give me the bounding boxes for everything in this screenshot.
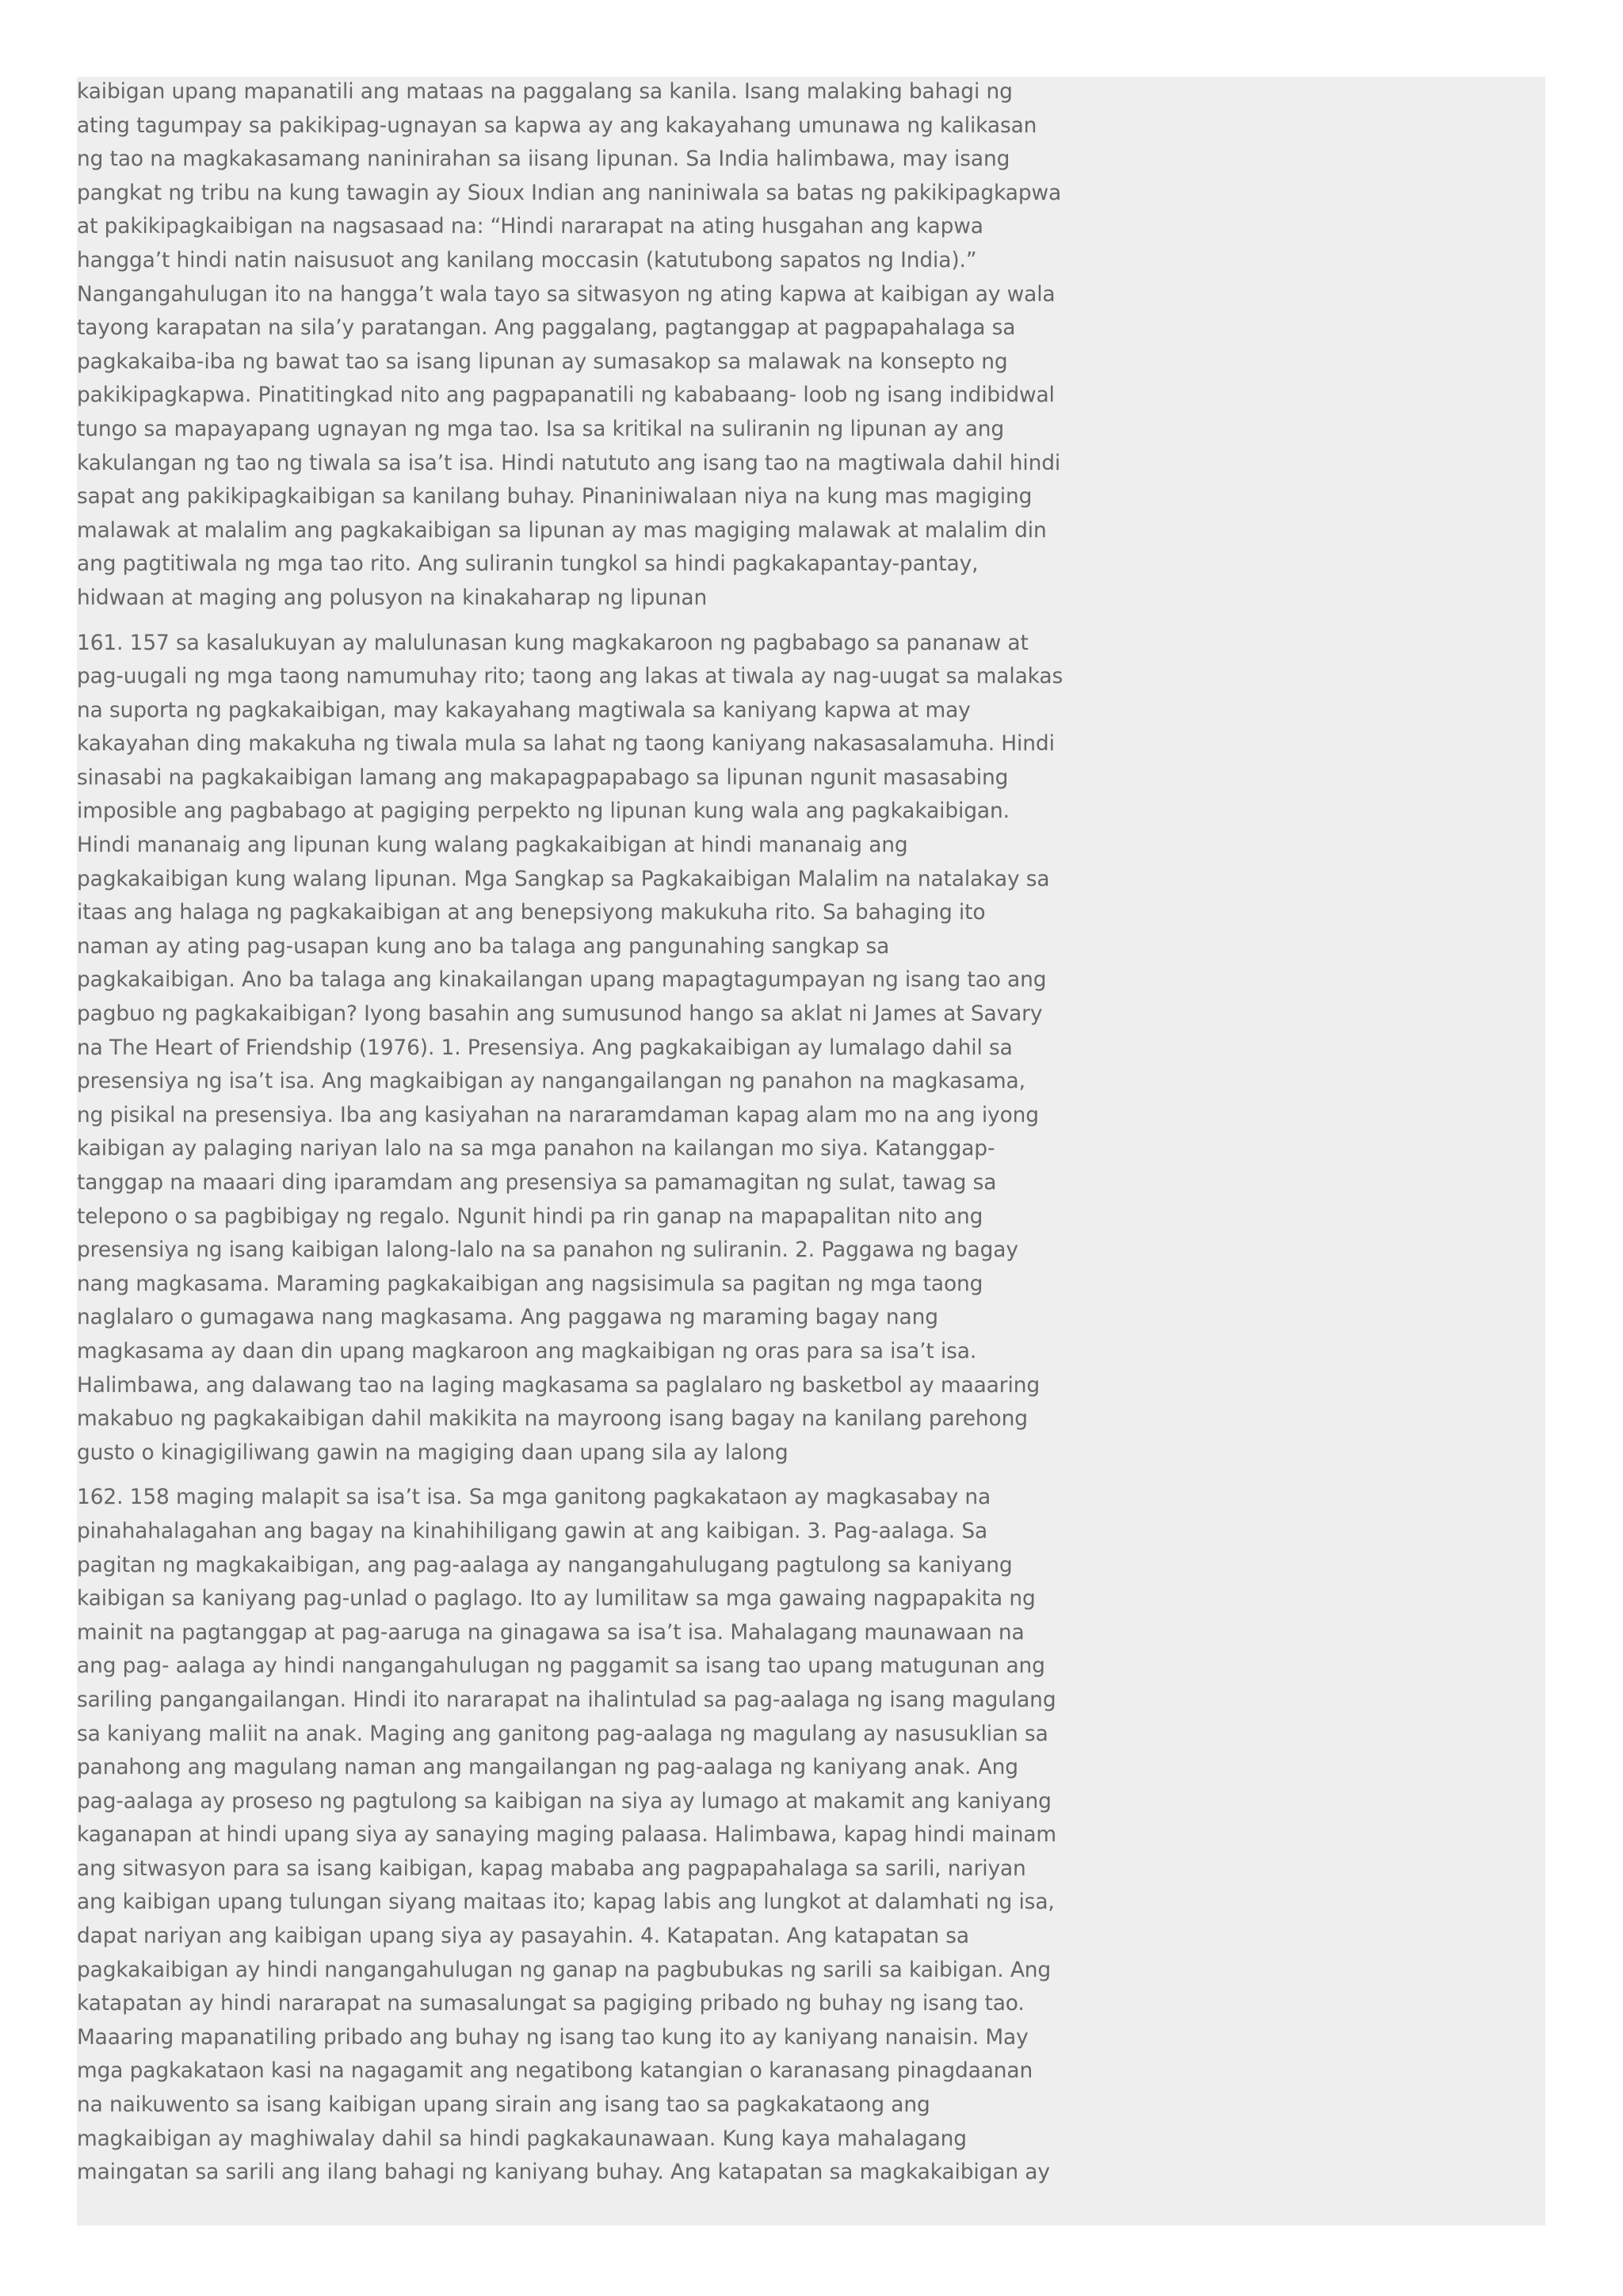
text-line: itaas ang halaga ng pagkakaibigan at ang benepsiyong makukuha rito. Sa bahaging ito xyxy=(77,900,986,925)
text-line: mga pagkakataon kasi na nagagamit ang negatibong katangian o karanasang pinagdaanan xyxy=(77,2058,1033,2084)
text-line: pinahahalagahan ang bagay na kinahihiligang gawin at ang kaibigan. 3. Pag-aalaga. Sa xyxy=(77,1518,988,1543)
text-line: katapatan ay hindi nararapat na sumasalungat sa pagiging pribado ng buhay ng isang tao. xyxy=(77,1991,1025,2016)
text-line: magkaibigan ay maghiwalay dahil sa hindi pagkakaunawaan. Kung kaya mahalagang xyxy=(77,2126,967,2151)
text-line: 161. 157 sa kasalukuyan ay malulunasan kung magkakaroon ng pagbabago sa pananaw at xyxy=(77,630,1029,655)
text-line: pag-aalaga ay proseso ng pagtulong sa kaibigan na siya ay lumago at makamit ang kaniyang xyxy=(77,1788,1052,1814)
text-line: 162. 158 maging malapit sa isa’t isa. Sa mga ganitong pagkakataon ay magkasabay na xyxy=(77,1485,991,1510)
text-line: panahong ang magulang naman ang mangailangan ng pag-aalaga ng kaniyang anak. Ang xyxy=(77,1755,1018,1780)
text-line: pangkat ng tribu na kung tawagin ay Sioux Indian ang naniniwala sa batas ng pakikipagkapwa xyxy=(77,180,1062,205)
text-line: presensiya ng isang kaibigan lalong-lalo na sa panahon ng suliranin. 2. Paggawa ng bagay xyxy=(77,1238,1018,1263)
text-line: pagitan ng magkakaibigan, ang pag-aalaga ay nangangahulugang pagtulong sa kaniyang xyxy=(77,1552,1013,1577)
text-line: magkasama ay daan din upang magkaroon ang magkaibigan ng oras para sa isa’t isa. xyxy=(77,1338,977,1363)
text-line: pagkakaiba-iba ng bawat tao sa isang lipunan ay sumasakop sa malawak na konsepto ng xyxy=(77,349,1008,374)
text-line: tungo sa mapayapang ugnayan ng mga tao. Isa sa kritikal na suliranin ng lipunan ay ang xyxy=(77,416,1005,441)
text-line: telepono o sa pagbibigay ng regalo. Ngunit hindi pa rin ganap na mapapalitan nito ang xyxy=(77,1203,983,1229)
text-line: sariling pangangailangan. Hindi ito nararapat na ihalintulad sa pag-aalaga ng isang magulang xyxy=(77,1687,1056,1712)
paragraph-1 xyxy=(77,75,1060,616)
text-line: naglalaro o gumagawa nang magkasama. Ang paggawa ng maraming bagay nang xyxy=(77,1305,938,1330)
text-line: pagbuo ng pagkakaibigan? Iyong basahin ang sumusunod hango sa aklat ni James at Savary xyxy=(77,1001,1043,1027)
text-line: dapat nariyan ang kaibigan upang siya ay pasayahin. 4. Katapatan. Ang katapatan sa xyxy=(77,1924,969,1949)
text-line: kaibigan sa kaniyang pag-unlad o paglago. Ito ay lumilitaw sa mga gawaing nagpapakita ng xyxy=(77,1586,1036,1611)
text-line: Nangangahulugan ito na hangga’t wala tayo sa sitwasyon ng ating kapwa at kaibigan ay wala xyxy=(77,281,1056,307)
text-line: sapat ang pakikipagkaibigan sa kanilang buhay. Pinaniniwalaan niya na kung mas magiging xyxy=(77,484,1033,509)
text-line: kakulangan ng tao ng tiwala sa isa’t isa. Hindi natututo ang isang tao na magtiwala dahil hindi xyxy=(77,450,1061,475)
text-line: pag-uugali ng mga taong namumuhay rito; taong ang lakas at tiwala ay nag-uugat sa malakas xyxy=(77,664,1064,689)
text-line: hidwaan at maging ang polusyon na kinakaharap ng lipunan xyxy=(77,585,708,610)
text-line: ang kaibigan upang tulungan siyang maitaas ito; kapag labis ang lungkot at dalamhati ng isa, xyxy=(77,1890,1055,1915)
paragraph-3 xyxy=(77,1481,1060,2189)
text-line: na suporta ng pagkakaibigan, may kakayahang magtiwala sa kaniyang kapwa at may xyxy=(77,697,971,723)
text-line: naman ay ating pag-usapan kung ano ba talaga ang pangunahing sangkap sa xyxy=(77,933,890,959)
text-line: mainit na pagtanggap at pag-aaruga na ginagawa sa isa’t isa. Mahalagang maunawaan na xyxy=(77,1619,1025,1645)
text-line: ang pagtitiwala ng mga tao rito. Ang suliranin tungkol sa hindi pagkakapantay-pantay, xyxy=(77,551,979,577)
text-line: maingatan sa sarili ang ilang bahagi ng kaniyang buhay. Ang katapatan sa magkakaibigan ay xyxy=(77,2160,1050,2185)
paragraph-2 xyxy=(77,627,1064,1470)
text-line: ng pisikal na presensiya. Iba ang kasiyahan na nararamdaman kapag alam mo na ang iyong xyxy=(77,1102,1039,1127)
text-line: Maaaring mapanatiling pribado ang buhay ng isang tao kung ito ay kaniyang nanaisin. May xyxy=(77,2024,1029,2050)
text-line: kakayahan ding makakuha ng tiwala mula sa lahat ng taong kaniyang nakasasalamuha. Hindi xyxy=(77,731,1055,757)
text-line: malawak at malalim ang pagkakaibigan sa lipunan ay mas magiging malawak at malalim din xyxy=(77,517,1047,543)
text-line: na naikuwento sa isang kaibigan upang sirain ang isang tao sa pagkakataong ang xyxy=(77,2092,930,2118)
text-line: sa kaniyang maliit na anak. Maging ang ganitong pag-aalaga ng magulang ay nasusuklian sa xyxy=(77,1721,1048,1746)
text-line: kaibigan upang mapanatili ang mataas na paggalang sa kanila. Isang malaking bahagi ng xyxy=(77,79,1013,104)
text-line: makabuo ng pagkakaibigan dahil makikita na mayroong isang bagay na kanilang parehong xyxy=(77,1406,1028,1432)
text-line: imposible ang pagbabago at pagiging perpekto ng lipunan kung wala ang pagkakaibigan. xyxy=(77,799,1010,824)
text-line: Hindi mananaig ang lipunan kung walang pagkakaibigan at hindi mananaig ang xyxy=(77,833,908,858)
document-body xyxy=(77,75,1064,2190)
text-line: pakikipagkapwa. Pinatitingkad nito ang pagpapanatili ng kababaang- loob ng isang indibidwal xyxy=(77,383,1055,408)
text-line: at pakikipagkaibigan na nagsasaad na: “Hindi nararapat na ating husgahan ang kapwa xyxy=(77,214,983,239)
text-line: tanggap na maaari ding iparamdam ang presensiya sa pamamagitan ng sulat, tawag sa xyxy=(77,1170,997,1195)
text-line: nang magkasama. Maraming pagkakaibigan ang nagsisimula sa pagitan ng mga taong xyxy=(77,1271,983,1296)
text-line: pagkakaibigan ay hindi nangangahulugan ng ganap na pagbubukas ng sarili sa kaibigan. Ang xyxy=(77,1957,1052,1982)
text-line: kaganapan at hindi upang siya ay sanaying maging palaasa. Halimbawa, kapag hindi mainam xyxy=(77,1822,1057,1848)
text-line: pagkakaibigan. Ano ba talaga ang kinakailangan upang mapagtagumpayan ng isang tao ang xyxy=(77,967,1047,993)
text-line: ating tagumpay sa pakikipag-ugnayan sa kapwa ay ang kakayahang umunawa ng kalikasan xyxy=(77,113,1037,138)
text-line: Halimbawa, ang dalawang tao na laging magkasama sa paglalaro ng basketbol ay maaaring xyxy=(77,1372,1040,1398)
text-line: pagkakaibigan kung walang lipunan. Mga Sangkap sa Pagkakaibigan Malalim na natalakay sa xyxy=(77,866,1050,891)
text-line: ng tao na magkakasamang naninirahan sa iisang lipunan. Sa India halimbawa, may isang xyxy=(77,147,1010,172)
text-line: kaibigan ay palaging nariyan lalo na sa mga panahon na kailangan mo siya. Katanggap- xyxy=(77,1136,995,1161)
text-line: sinasabi na pagkakaibigan lamang ang makapagpapabago sa lipunan ngunit masasabing xyxy=(77,765,1009,790)
text-line: gusto o kinagigiliwang gawin na magiging daan upang sila ay lalong xyxy=(77,1440,789,1465)
text-line: tayong karapatan na sila’y paratangan. Ang paggalang, pagtanggap at pagpapahalaga sa xyxy=(77,315,1016,341)
text-line: na The Heart of Friendship (1976). 1. Presensiya. Ang pagkakaibigan ay lumalago dahil sa xyxy=(77,1035,1013,1060)
text-line: hangga’t hindi natin naisusuot ang kanilang moccasin (katutubong sapatos ng India).” xyxy=(77,247,977,273)
text-line: ang sitwasyon para sa isang kaibigan, kapag mababa ang pagpapahalaga sa sarili, nariyan xyxy=(77,1855,1026,1881)
text-line: presensiya ng isa’t isa. Ang magkaibigan ay nangangailangan ng panahon na magkasama, xyxy=(77,1069,1025,1094)
text-line: ang pag- aalaga ay hindi nangangahulugan ng paggamit sa isang tao upang matugunan ang xyxy=(77,1653,1045,1679)
